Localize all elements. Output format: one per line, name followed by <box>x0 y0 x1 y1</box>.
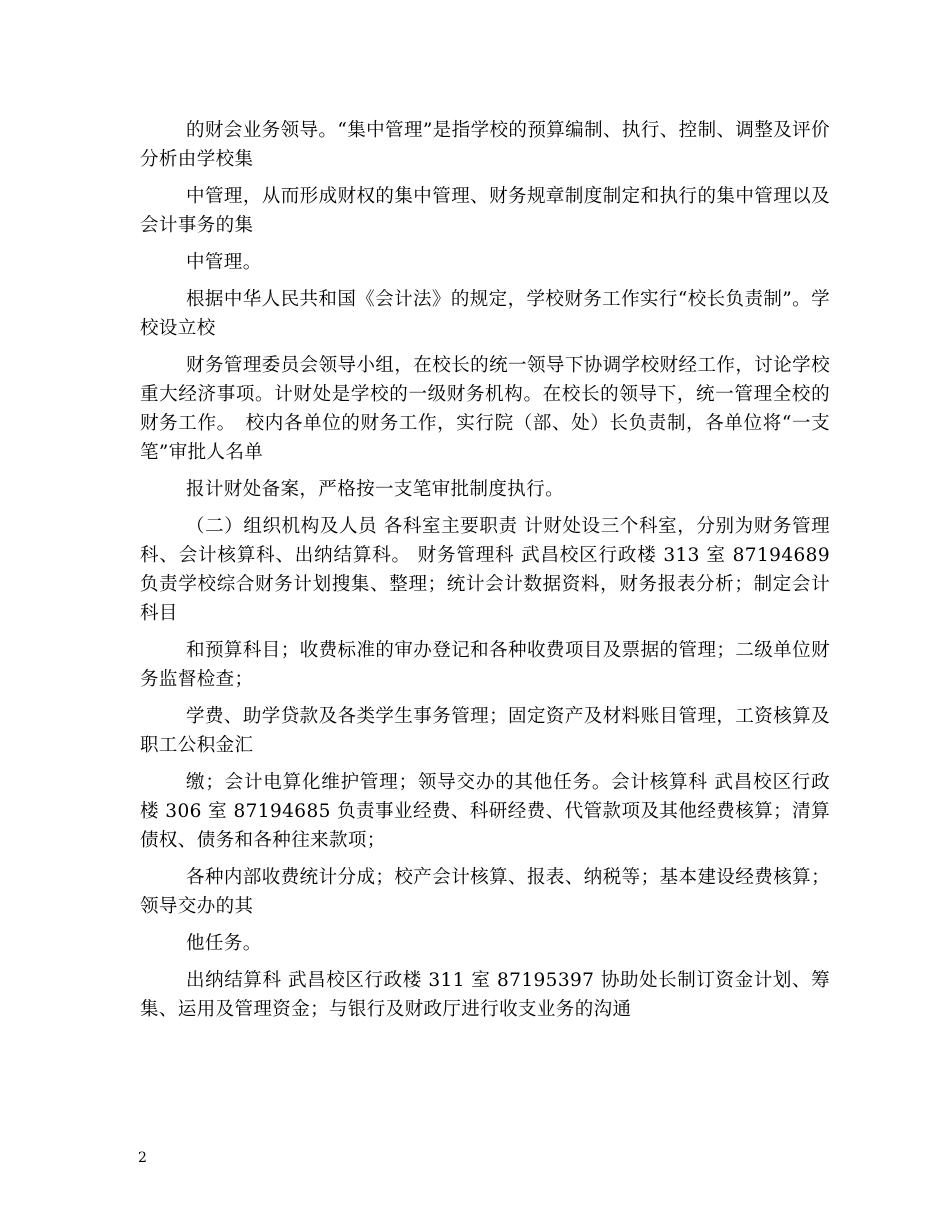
paragraph: 报计财处备案，严格按一支笔审批制度执行。 <box>186 479 565 500</box>
paragraph: 各种内部收费统计分成；校产会计核算、报表、纳税等；基本建设经费核算；领导交办的其 <box>140 867 830 917</box>
paragraph: 他任务。 <box>186 933 262 954</box>
document-body <box>140 116 830 1032</box>
paragraph: 和预算科目；收费标准的审办登记和各种收费项目及票据的管理；二级单位财务监督检查； <box>140 640 830 690</box>
paragraph: 缴；会计电算化维护管理；领导交办的其他任务。会计核算科 武昌校区行政楼 306 室 87194685 负责事业经费、科研经费、代管款项及其他经费核算；清算债权、债务和各种往来款项； <box>140 772 830 851</box>
paragraph: 学费、助学贷款及各类学生事务管理；固定资产及材料账目管理，工资核算及职工公积金汇 <box>140 706 830 756</box>
paragraph: 中管理，从而形成财权的集中管理、财务规章制度制定和执行的集中管理以及会计事务的集 <box>140 186 830 236</box>
paragraph: 出纳结算科 武昌校区行政楼 311 室 87195397 协助处长制订资金计划、筹集、运用及管理资金；与银行及财政厅进行收支业务的沟通 <box>140 970 830 1020</box>
paragraph: （二）组织机构及人员 各科室主要职责 计财处设三个科室，分别为财务管理科、会计核算科、出纳结算科。 财务管理科 武昌校区行政楼 313 室 87194689 负责学校综合财务计划搜集、整理；统计会计数据资料，财务报表分析；制定会计科目 <box>140 516 830 624</box>
paragraph: 财务管理委员会领导小组，在校长的统一领导下协调学校财经工作，讨论学校重大经济事项。计财处是学校的一级财务机构。在校长的领导下，统一管理全校的财务工作。 校内各单位的财务工作，实行院（部、处）长负责制，各单位将“一支笔”审批人名单 <box>140 355 830 463</box>
paragraph: 中管理。 <box>186 252 262 273</box>
paragraph: 的财会业务领导。“集中管理”是指学校的预算编制、执行、控制、调整及评价分析由学校集 <box>140 120 830 170</box>
page-number: 2 <box>138 1150 147 1166</box>
paragraph: 根据中华人民共和国《会计法》的规定，学校财务工作实行“校长负责制”。学校设立校 <box>140 289 830 339</box>
